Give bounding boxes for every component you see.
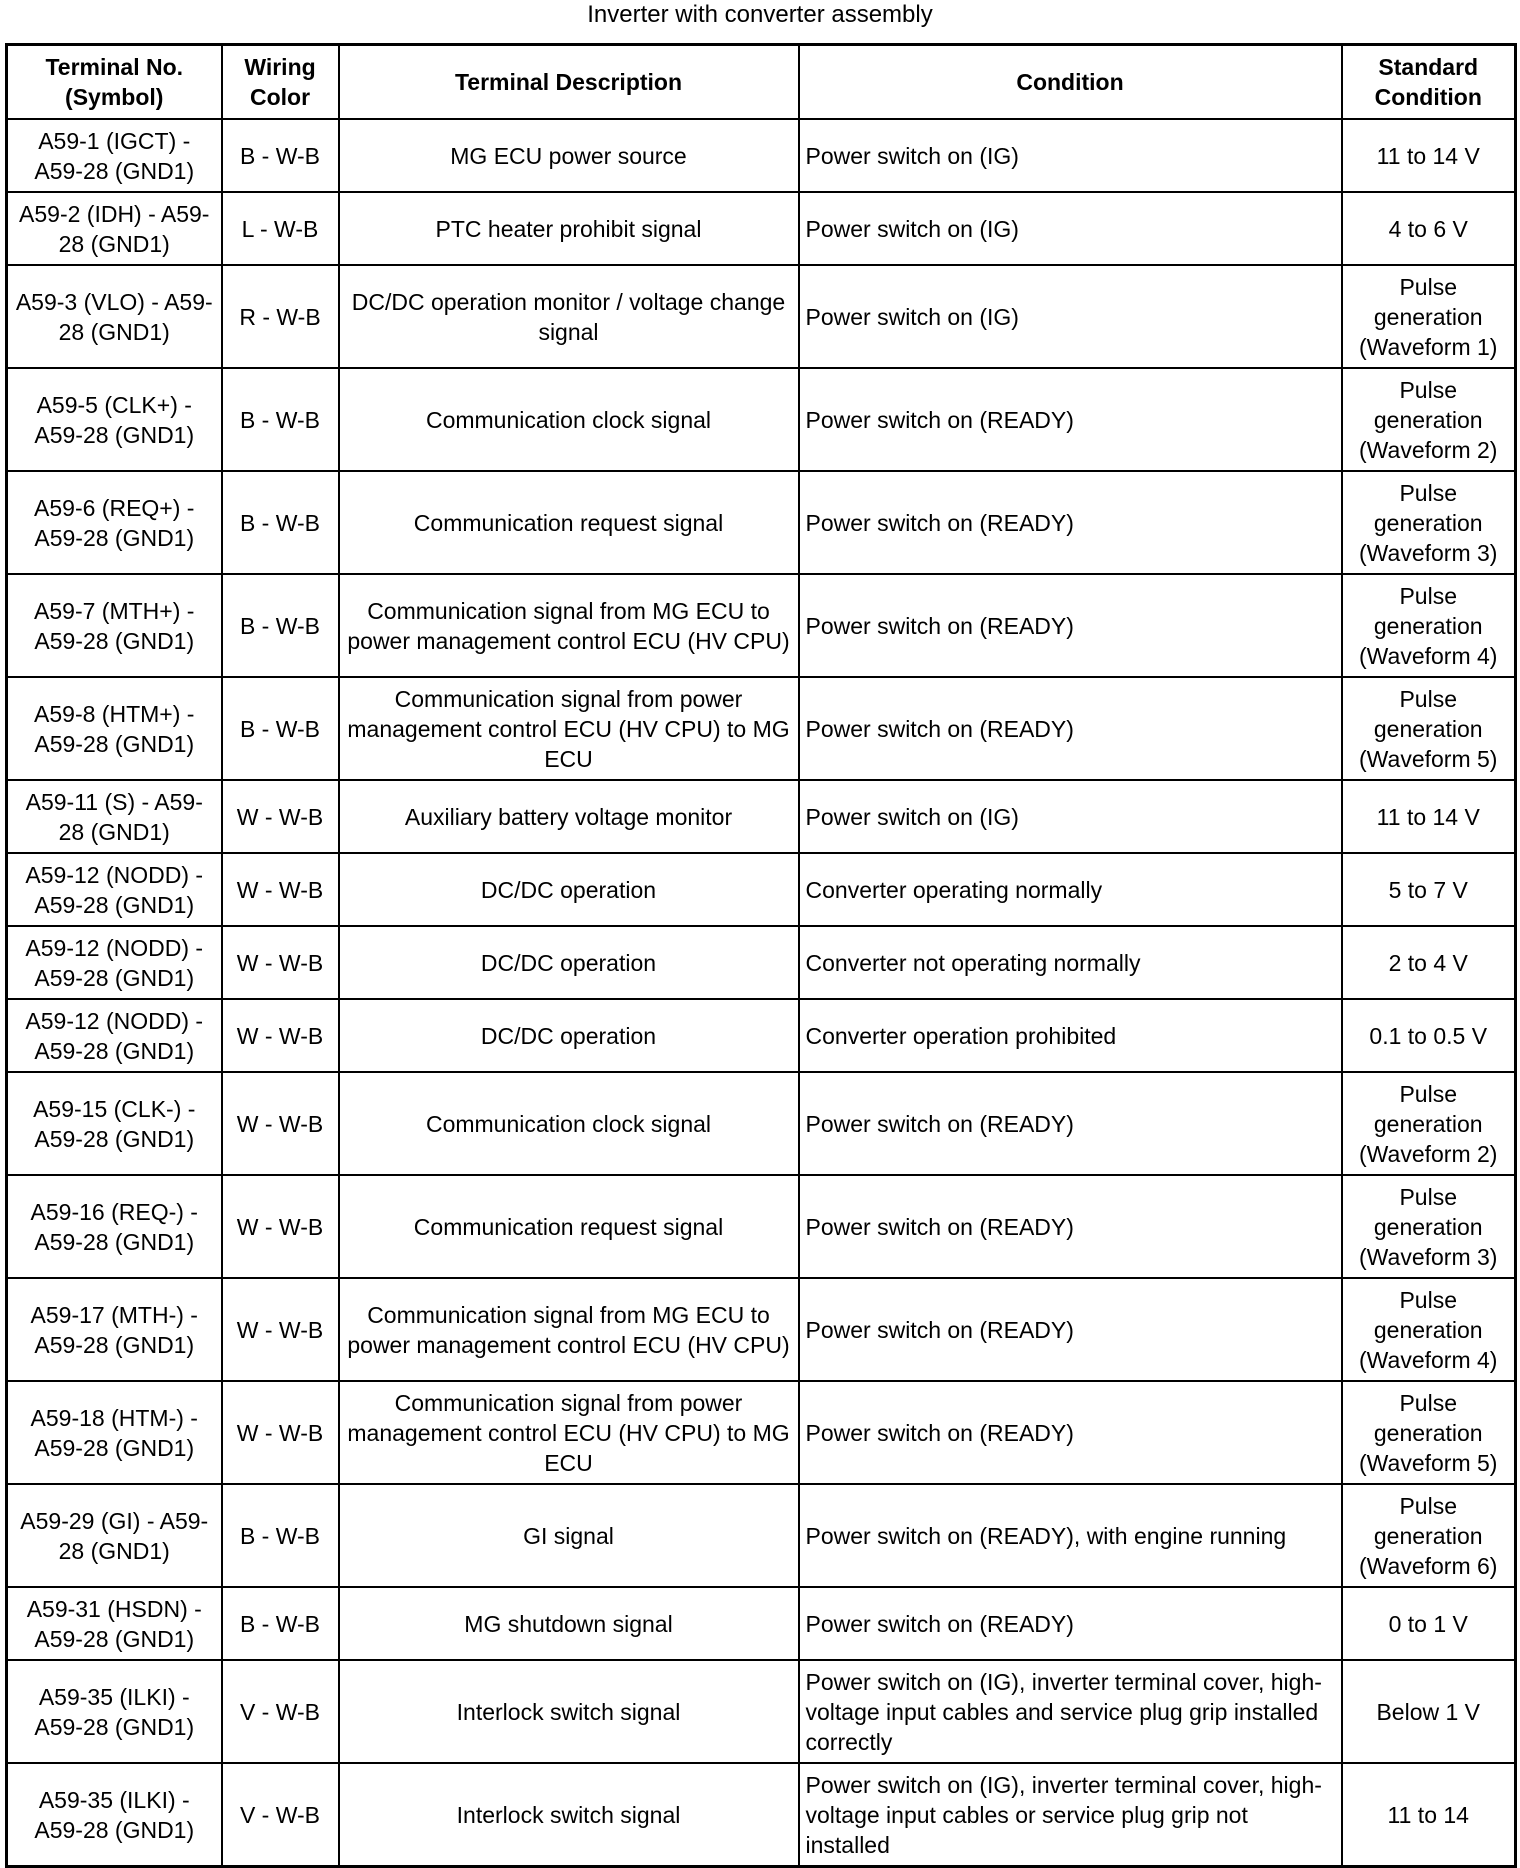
terminal-cell: A59-35 (ILKI) - A59-28 (GND1) xyxy=(7,1763,222,1867)
description-cell: DC/DC operation xyxy=(339,853,799,926)
condition-cell: Power switch on (READY), with engine running xyxy=(799,1484,1342,1587)
condition-cell: Power switch on (READY) xyxy=(799,1278,1342,1381)
standard-cell: Below 1 V xyxy=(1342,1660,1516,1763)
terminal-cell: A59-15 (CLK-) - A59-28 (GND1) xyxy=(7,1072,222,1175)
description-cell: MG ECU power source xyxy=(339,119,799,192)
terminal-cell: A59-8 (HTM+) - A59-28 (GND1) xyxy=(7,677,222,780)
standard-cell: Pulse generation (Waveform 2) xyxy=(1342,1072,1516,1175)
terminal-cell: A59-12 (NODD) - A59-28 (GND1) xyxy=(7,926,222,999)
table-row xyxy=(7,192,1516,265)
condition-cell: Power switch on (READY) xyxy=(799,1175,1342,1278)
header-standard: Standard Condition xyxy=(1342,45,1516,120)
table-row xyxy=(7,1587,1516,1660)
table-row xyxy=(7,853,1516,926)
header-condition: Condition xyxy=(799,45,1342,120)
table-row xyxy=(7,677,1516,780)
standard-cell: 2 to 4 V xyxy=(1342,926,1516,999)
wiring-cell: V - W-B xyxy=(222,1763,339,1867)
terminal-cell: A59-6 (REQ+) - A59-28 (GND1) xyxy=(7,471,222,574)
description-cell: Interlock switch signal xyxy=(339,1763,799,1867)
standard-cell: 11 to 14 V xyxy=(1342,119,1516,192)
condition-cell: Power switch on (IG) xyxy=(799,119,1342,192)
terminal-cell: A59-35 (ILKI) - A59-28 (GND1) xyxy=(7,1660,222,1763)
condition-cell: Power switch on (READY) xyxy=(799,1381,1342,1484)
wiring-cell: B - W-B xyxy=(222,368,339,471)
table-row xyxy=(7,1278,1516,1381)
wiring-cell: R - W-B xyxy=(222,265,339,368)
standard-cell: Pulse generation (Waveform 2) xyxy=(1342,368,1516,471)
terminal-cell: A59-17 (MTH-) - A59-28 (GND1) xyxy=(7,1278,222,1381)
terminal-cell: A59-2 (IDH) - A59-28 (GND1) xyxy=(7,192,222,265)
terminal-cell: A59-18 (HTM-) - A59-28 (GND1) xyxy=(7,1381,222,1484)
description-cell: Communication signal from MG ECU to power management control ECU (HV CPU) xyxy=(339,1278,799,1381)
header-terminal: Terminal No. (Symbol) xyxy=(7,45,222,120)
terminal-cell: A59-5 (CLK+) - A59-28 (GND1) xyxy=(7,368,222,471)
terminal-cell: A59-16 (REQ-) - A59-28 (GND1) xyxy=(7,1175,222,1278)
condition-cell: Converter operation prohibited xyxy=(799,999,1342,1072)
wiring-cell: B - W-B xyxy=(222,677,339,780)
standard-cell: Pulse generation (Waveform 1) xyxy=(1342,265,1516,368)
wiring-cell: B - W-B xyxy=(222,1484,339,1587)
condition-cell: Power switch on (IG), inverter terminal cover, high-voltage input cables and service plug grip installed correctly xyxy=(799,1660,1342,1763)
terminal-cell: A59-12 (NODD) - A59-28 (GND1) xyxy=(7,999,222,1072)
condition-cell: Power switch on (READY) xyxy=(799,471,1342,574)
description-cell: Communication request signal xyxy=(339,1175,799,1278)
description-cell: Communication clock signal xyxy=(339,1072,799,1175)
condition-cell: Power switch on (IG) xyxy=(799,265,1342,368)
wiring-cell: W - W-B xyxy=(222,1175,339,1278)
standard-cell: 4 to 6 V xyxy=(1342,192,1516,265)
description-cell: Communication clock signal xyxy=(339,368,799,471)
terminal-cell: A59-3 (VLO) - A59-28 (GND1) xyxy=(7,265,222,368)
header-description: Terminal Description xyxy=(339,45,799,120)
condition-cell: Power switch on (IG), inverter terminal cover, high-voltage input cables or service plug grip not installed xyxy=(799,1763,1342,1867)
standard-cell: 0.1 to 0.5 V xyxy=(1342,999,1516,1072)
description-cell: GI signal xyxy=(339,1484,799,1587)
table-row xyxy=(7,574,1516,677)
wiring-cell: B - W-B xyxy=(222,1587,339,1660)
table-row xyxy=(7,265,1516,368)
table-row xyxy=(7,119,1516,192)
description-cell: Auxiliary battery voltage monitor xyxy=(339,780,799,853)
standard-cell: Pulse generation (Waveform 3) xyxy=(1342,1175,1516,1278)
table-caption: Inverter with converter assembly xyxy=(587,1,933,28)
terminal-cell: A59-31 (HSDN) - A59-28 (GND1) xyxy=(7,1587,222,1660)
terminal-cell: A59-1 (IGCT) - A59-28 (GND1) xyxy=(7,119,222,192)
condition-cell: Power switch on (READY) xyxy=(799,1587,1342,1660)
table-row xyxy=(7,926,1516,999)
table-row xyxy=(7,1175,1516,1278)
standard-cell: 11 to 14 xyxy=(1342,1763,1516,1867)
wiring-cell: B - W-B xyxy=(222,119,339,192)
condition-cell: Power switch on (READY) xyxy=(799,574,1342,677)
table-row xyxy=(7,1381,1516,1484)
standard-cell: 0 to 1 V xyxy=(1342,1587,1516,1660)
wiring-cell: W - W-B xyxy=(222,1381,339,1484)
header-wiring: Wiring Color xyxy=(222,45,339,120)
description-cell: DC/DC operation xyxy=(339,926,799,999)
wiring-cell: V - W-B xyxy=(222,1660,339,1763)
standard-cell: Pulse generation (Waveform 5) xyxy=(1342,677,1516,780)
wiring-cell: B - W-B xyxy=(222,471,339,574)
wiring-cell: W - W-B xyxy=(222,853,339,926)
table-row xyxy=(7,780,1516,853)
standard-cell: Pulse generation (Waveform 3) xyxy=(1342,471,1516,574)
standard-cell: 5 to 7 V xyxy=(1342,853,1516,926)
standard-cell: 11 to 14 V xyxy=(1342,780,1516,853)
wiring-cell: B - W-B xyxy=(222,574,339,677)
table-row xyxy=(7,1072,1516,1175)
condition-cell: Power switch on (READY) xyxy=(799,677,1342,780)
wiring-cell: L - W-B xyxy=(222,192,339,265)
standard-cell: Pulse generation (Waveform 4) xyxy=(1342,1278,1516,1381)
description-cell: PTC heater prohibit signal xyxy=(339,192,799,265)
terminal-cell: A59-7 (MTH+) - A59-28 (GND1) xyxy=(7,574,222,677)
wiring-cell: W - W-B xyxy=(222,1072,339,1175)
description-cell: MG shutdown signal xyxy=(339,1587,799,1660)
condition-cell: Power switch on (READY) xyxy=(799,368,1342,471)
table-row xyxy=(7,1484,1516,1587)
table-row xyxy=(7,471,1516,574)
description-cell: Interlock switch signal xyxy=(339,1660,799,1763)
description-cell: DC/DC operation monitor / voltage change signal xyxy=(339,265,799,368)
description-cell: Communication request signal xyxy=(339,471,799,574)
header-row xyxy=(7,45,1516,120)
wiring-cell: W - W-B xyxy=(222,1278,339,1381)
wiring-cell: W - W-B xyxy=(222,999,339,1072)
standard-cell: Pulse generation (Waveform 4) xyxy=(1342,574,1516,677)
condition-cell: Power switch on (READY) xyxy=(799,1072,1342,1175)
wiring-cell: W - W-B xyxy=(222,780,339,853)
description-cell: Communication signal from power management control ECU (HV CPU) to MG ECU xyxy=(339,677,799,780)
description-cell: Communication signal from power management control ECU (HV CPU) to MG ECU xyxy=(339,1381,799,1484)
condition-cell: Power switch on (IG) xyxy=(799,192,1342,265)
description-cell: Communication signal from MG ECU to power management control ECU (HV CPU) xyxy=(339,574,799,677)
terminal-cell: A59-12 (NODD) - A59-28 (GND1) xyxy=(7,853,222,926)
table-row xyxy=(7,368,1516,471)
terminal-cell: A59-11 (S) - A59-28 (GND1) xyxy=(7,780,222,853)
table-row xyxy=(7,999,1516,1072)
description-cell: DC/DC operation xyxy=(339,999,799,1072)
table-row xyxy=(7,1660,1516,1763)
condition-cell: Converter operating normally xyxy=(799,853,1342,926)
table-row xyxy=(7,1763,1516,1867)
standard-cell: Pulse generation (Waveform 5) xyxy=(1342,1381,1516,1484)
terminal-spec-table xyxy=(5,43,1517,1868)
wiring-cell: W - W-B xyxy=(222,926,339,999)
condition-cell: Power switch on (IG) xyxy=(799,780,1342,853)
standard-cell: Pulse generation (Waveform 6) xyxy=(1342,1484,1516,1587)
terminal-cell: A59-29 (GI) - A59-28 (GND1) xyxy=(7,1484,222,1587)
condition-cell: Converter not operating normally xyxy=(799,926,1342,999)
